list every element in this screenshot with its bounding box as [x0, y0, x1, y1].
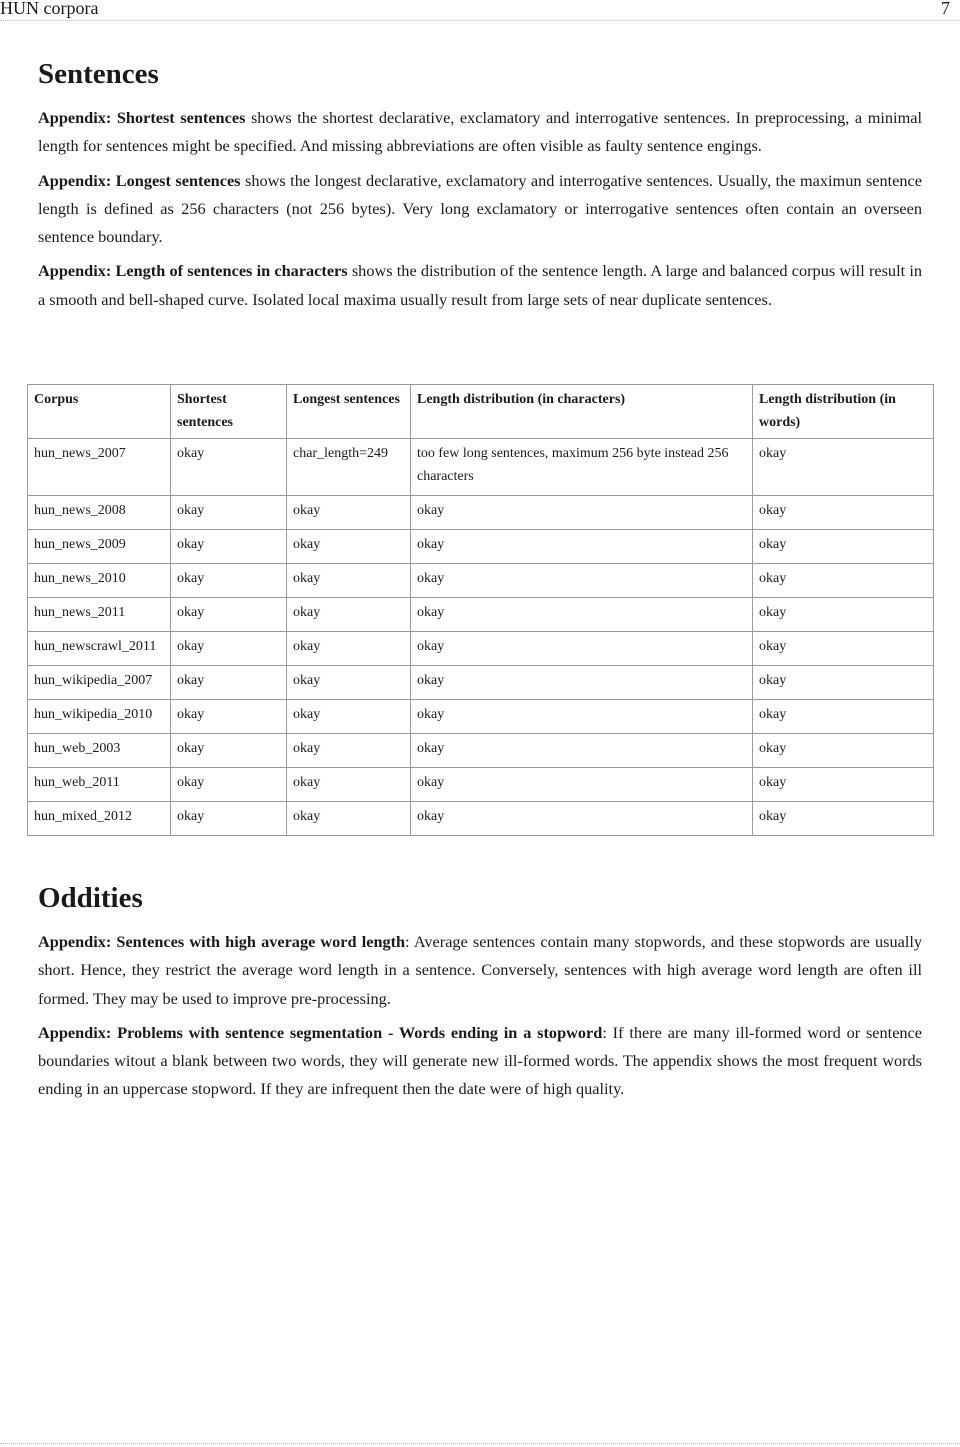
cell-longest: okay [287, 768, 411, 802]
appendix-link-longest[interactable]: Appendix: Longest sentences [38, 170, 241, 190]
appendix-link-length[interactable]: Appendix: Length of sentences in characters [38, 261, 348, 281]
running-title: HUN corpora [0, 0, 99, 18]
cell-corpus: hun_wikipedia_2007 [28, 666, 171, 700]
cell-length-chars: okay [411, 802, 753, 836]
cell-shortest: okay [171, 734, 287, 768]
footer-divider [0, 1443, 960, 1444]
cell-length-words: okay [753, 439, 934, 496]
cell-shortest: okay [171, 598, 287, 632]
header-divider [0, 20, 960, 21]
table-row [28, 564, 934, 598]
cell-length-chars: okay [411, 768, 753, 802]
cell-shortest: okay [171, 666, 287, 700]
sentences-heading: Sentences [38, 58, 159, 90]
table-row [28, 734, 934, 768]
appendix-link-word-length[interactable]: Appendix: Sentences with high average word length [38, 932, 406, 951]
cell-length-words: okay [753, 564, 934, 598]
header-longest: Longest sentences [287, 385, 411, 439]
cell-corpus: hun_news_2009 [28, 530, 171, 564]
cell-corpus: hun_web_2003 [28, 734, 171, 768]
paragraph-word-length [38, 928, 922, 1013]
cell-shortest: okay [171, 496, 287, 530]
sentences-section [38, 52, 922, 320]
cell-longest: okay [287, 530, 411, 564]
cell-longest: okay [287, 666, 411, 700]
cell-longest: okay [287, 632, 411, 666]
cell-length-chars: too few long sentences, maximum 256 byte instead 256 characters [411, 439, 753, 496]
paragraph-text: shows the distribution of the sentence length. A large and balanced corpus will result in a smooth and bell-shaped curve. Isolated local maxima usually result from large sets of near duplicate sentences. [38, 261, 922, 309]
cell-corpus: hun_news_2011 [28, 598, 171, 632]
cell-shortest: okay [171, 530, 287, 564]
corpus-evaluation-table [27, 384, 934, 836]
table-row [28, 632, 934, 666]
paragraph-longest [38, 167, 922, 252]
table-header-row [28, 385, 934, 439]
page-header [0, 0, 960, 20]
page-number: 7 [941, 0, 950, 18]
cell-length-words: okay [753, 768, 934, 802]
header-length-words: Length distribution (in words) [753, 385, 934, 439]
cell-length-chars: okay [411, 666, 753, 700]
cell-length-words: okay [753, 530, 934, 564]
cell-length-chars: okay [411, 496, 753, 530]
cell-corpus: hun_mixed_2012 [28, 802, 171, 836]
header-length-chars: Length distribution (in characters) [411, 385, 753, 439]
cell-length-chars: okay [411, 598, 753, 632]
cell-length-chars: okay [411, 700, 753, 734]
paragraph-segmentation [38, 1019, 922, 1104]
appendix-link-segmentation[interactable]: Appendix: Problems with sentence segmentation - Words ending in a stopword [38, 1022, 603, 1042]
table-row [28, 666, 934, 700]
cell-shortest: okay [171, 632, 287, 666]
cell-longest: okay [287, 734, 411, 768]
table-row [28, 439, 934, 496]
cell-longest: okay [287, 700, 411, 734]
oddities-heading: Oddities [38, 882, 143, 914]
table-row [28, 598, 934, 632]
cell-longest: okay [287, 598, 411, 632]
cell-length-words: okay [753, 598, 934, 632]
table-row [28, 802, 934, 836]
paragraph-text: shows the shortest declarative, exclamatory and interrogative sentences. In preprocessing, a minimal length for sentences might be specified. And missing abbreviations are often visible as faulty sentence engings. [38, 108, 922, 156]
paragraph-shortest [38, 104, 922, 161]
cell-shortest: okay [171, 564, 287, 598]
table-row [28, 530, 934, 564]
cell-shortest: okay [171, 700, 287, 734]
table-row [28, 768, 934, 802]
cell-corpus: hun_web_2011 [28, 768, 171, 802]
appendix-link-shortest[interactable]: Appendix: Shortest sentences [38, 108, 246, 127]
paragraph-text: shows the longest declarative, exclamatory and interrogative sentences. Usually, the maximun sentence length is defined as 256 characters (not 256 bytes). Very long exclamatory or interrogative sentences often contain an overseen sentence boundary. [38, 170, 922, 247]
cell-length-chars: okay [411, 530, 753, 564]
cell-longest: okay [287, 564, 411, 598]
cell-length-words: okay [753, 700, 934, 734]
cell-corpus: hun_news_2008 [28, 496, 171, 530]
cell-length-words: okay [753, 734, 934, 768]
header-shortest: Shortest sentences [171, 385, 287, 439]
cell-shortest: okay [171, 439, 287, 496]
cell-longest: char_length=249 [287, 439, 411, 496]
table-row [28, 496, 934, 530]
cell-shortest: okay [171, 768, 287, 802]
table-row [28, 700, 934, 734]
oddities-section [38, 876, 922, 1110]
cell-longest: okay [287, 802, 411, 836]
cell-length-chars: okay [411, 632, 753, 666]
cell-shortest: okay [171, 802, 287, 836]
cell-length-words: okay [753, 666, 934, 700]
cell-length-words: okay [753, 632, 934, 666]
cell-longest: okay [287, 496, 411, 530]
paragraph-length [38, 257, 922, 314]
cell-length-chars: okay [411, 564, 753, 598]
cell-length-chars: okay [411, 734, 753, 768]
paragraph-text: : Average sentences contain many stopwords, and these stopwords are usually short. Hence, they restrict the average word length in a sentence. Conversely, sentences with high average word length are often ill formed. They may be used to improve pre-processing. [38, 932, 923, 1008]
cell-corpus: hun_newscrawl_2011 [28, 632, 171, 666]
header-corpus: Corpus [28, 385, 171, 439]
cell-length-words: okay [753, 802, 934, 836]
cell-corpus: hun_news_2010 [28, 564, 171, 598]
cell-corpus: hun_news_2007 [28, 439, 171, 496]
cell-corpus: hun_wikipedia_2010 [28, 700, 171, 734]
paragraph-text: : If there are many ill-formed word or sentence boundaries witout a blank between two words, they will generate new ill-formed words. The appendix shows the most frequent words ending in an uppercase stopword. If they are infrequent then the date were of high quality. [38, 1022, 923, 1099]
cell-length-words: okay [753, 496, 934, 530]
